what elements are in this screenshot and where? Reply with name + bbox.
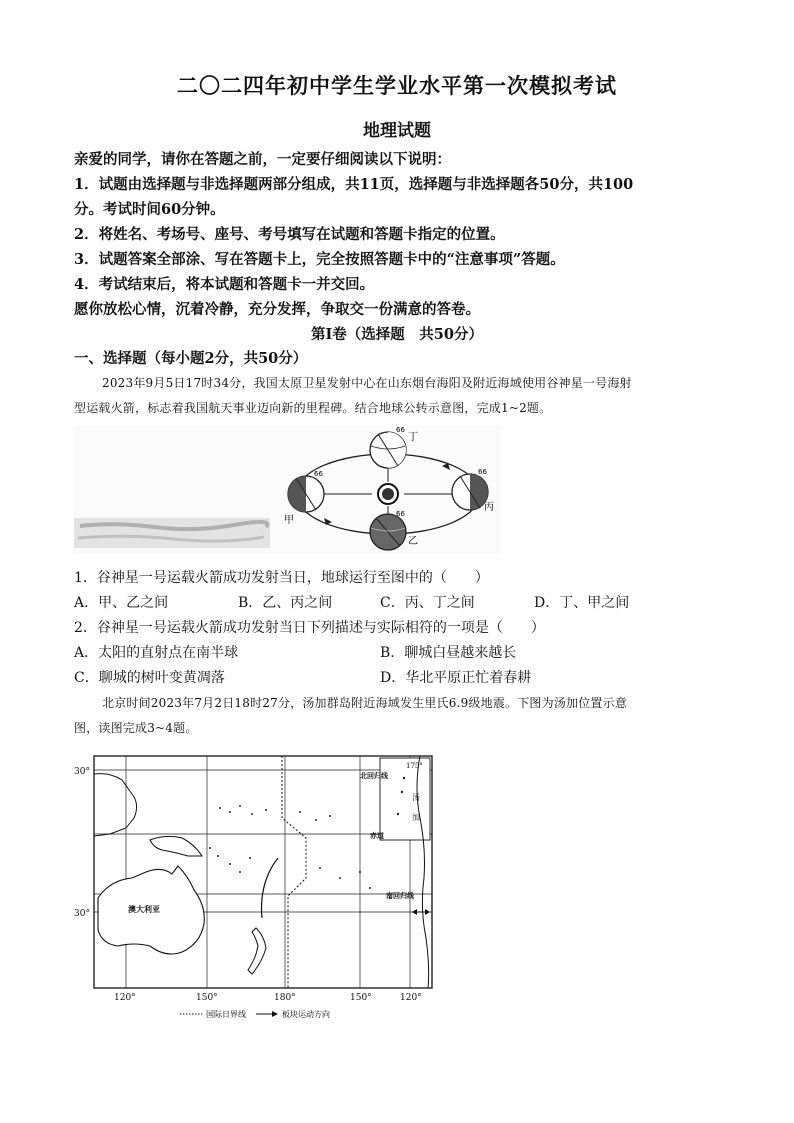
earth-yi-icon (370, 514, 406, 550)
earth-jia-icon (288, 476, 324, 512)
passage-1-line-1: 2023年9月5日17时34分，我国太原卫星发射中心在山东烟台海阳及附近海域使用谷神星一号海射 (102, 376, 632, 390)
question-2-option-c: C．聊城的树叶变黄凋落 (74, 670, 225, 686)
question-1-option-a: A．甲、乙之间 (74, 595, 169, 611)
equator-label: 赤道 (370, 831, 384, 840)
australia-label: 澳大利亚 (128, 904, 160, 914)
label-yi: 乙 (408, 536, 418, 547)
tonga-label-2: 加 (412, 813, 420, 822)
earth-bing-icon (452, 474, 488, 510)
question-1-option-c: C．丙、丁之间 (380, 595, 475, 611)
tropic-of-capricorn-label: 南回归线 (386, 891, 414, 900)
lon-label-180: 180° (274, 993, 296, 1003)
lat-label-30s: 30° (74, 909, 90, 919)
label-ding: 丁 (408, 432, 418, 443)
instruction-greeting: 亲爱的同学，请你在答题之前，一定要仔细阅读以下说明： (74, 151, 451, 168)
earth-ding-icon (370, 432, 406, 468)
passage-2-line-1: 北京时间2023年7月2日18时27分，汤加群岛附近海域发生里氏6.9级地震。下图为汤加位置示意 (102, 696, 628, 710)
passage-2-line-2: 图，读图完成3~4题。 (74, 721, 198, 735)
question-1-option-b: B．乙、丙之间 (238, 595, 333, 611)
instruction-item-4: 4．考试结束后，将本试题和答题卡一并交回。 (74, 276, 375, 293)
label-jia: 甲 (284, 515, 294, 526)
passage-1-line-2: 型运载火箭，标志着我国航天事业迈向新的里程碑。结合地球公转示意图，完成1~2题。 (74, 401, 552, 415)
label-bing: 丙 (484, 502, 494, 513)
question-1-stem: 1．谷神星一号运载火箭成功发射当日，地球运行至图中的（ ） (74, 570, 489, 586)
lon-label-150e: 150° (196, 993, 218, 1003)
question-2-option-b: B．聊城白昼越来越长 (380, 645, 517, 661)
tonga-location-map (70, 748, 450, 1020)
question-2-stem: 2．谷神星一号运载火箭成功发射当日下列描述与实际相符的一项是（ ） (74, 620, 545, 636)
instruction-item-1-cont: 分。考试时间60分钟。 (74, 201, 225, 218)
question-2-option-d: D．华北平原正忙着春耕 (380, 670, 532, 686)
question-2-option-a: A．太阳的直射点在南半球 (74, 645, 239, 661)
lon-label-120w: 120° (400, 993, 422, 1003)
sun-core (382, 488, 394, 500)
instruction-wish: 愿你放松心情，沉着冷静，充分发挥，争取交一份满意的答卷。 (74, 301, 480, 318)
subject-title: 地理试题 (363, 121, 431, 141)
volume-title: 第Ⅰ卷（选择题 共50分） (311, 326, 483, 343)
earth-revolution-diagram (74, 426, 500, 554)
legend-dateline-label: 国际日界线 (206, 1010, 246, 1019)
lon-label-175: 175° (406, 762, 423, 770)
angle-label-ding: 66 (396, 426, 405, 434)
instruction-item-3: 3．试题答案全部涂、写在答题卡上，完全按照答题卡中的“注意事项”答题。 (74, 251, 565, 268)
angle-label-bing: 66 (478, 468, 487, 476)
angle-label-yi: 66 (396, 510, 405, 518)
instruction-item-1: 1．试题由选择题与非选择题两部分组成，共11页，选择题与非选择题各50分，共100 (74, 176, 634, 193)
tonga-label-1: 汤 (412, 793, 420, 802)
part-title: 一、选择题（每小题2分，共50分） (74, 350, 308, 367)
lon-label-150w: 150° (350, 993, 372, 1003)
lat-label-30n: 30° (74, 767, 90, 777)
instruction-item-2: 2．将姓名、考场号、座号、考号填写在试题和答题卡指定的位置。 (74, 226, 505, 243)
exam-title: 二〇二四年初中学生学业水平第一次模拟考试 (177, 73, 617, 98)
tropic-of-cancer-label: 北回归线 (360, 771, 388, 780)
lon-label-120e: 120° (114, 993, 136, 1003)
question-1-option-d: D．丁、甲之间 (534, 595, 630, 611)
angle-label-jia: 66 (314, 470, 323, 478)
legend-plate-label: 板块运动方向 (282, 1010, 330, 1019)
